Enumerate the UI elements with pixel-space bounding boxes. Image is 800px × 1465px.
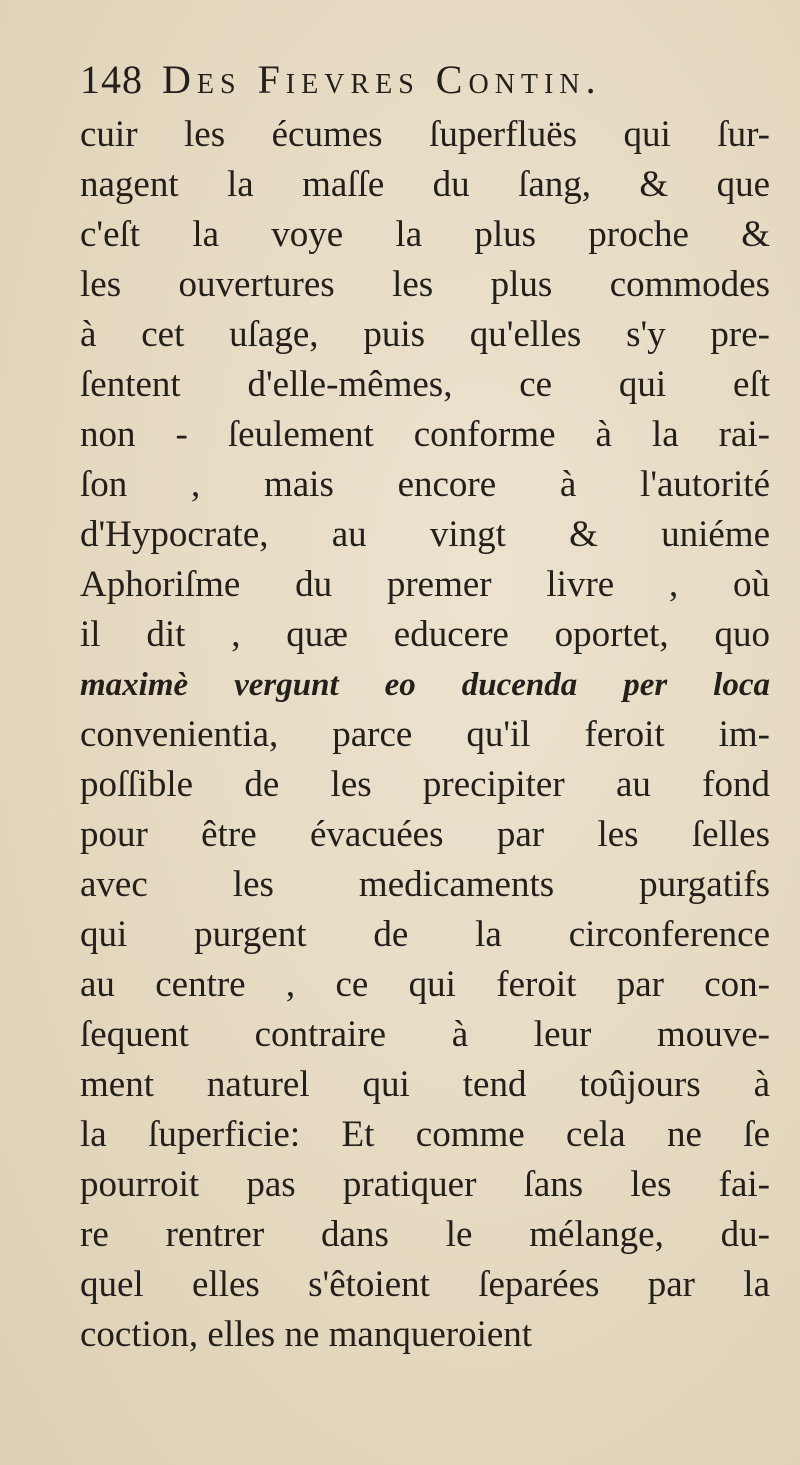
page-header xyxy=(80,56,780,116)
text-line: nagent la maſſe du ſang, & que xyxy=(80,164,770,205)
text-line: ment naturel qui tend toûjours à xyxy=(80,1064,770,1105)
running-head: Des Fievres Contin. xyxy=(162,57,602,102)
text-line: pour être évacuées par les ſelles xyxy=(80,814,770,855)
text-line: coction, elles ne manqueroient xyxy=(80,1314,533,1355)
text-line: pourroit pas pratiquer ſans les fai- xyxy=(80,1164,770,1205)
text-line: quel elles s'êtoient ſeparées par la xyxy=(80,1264,770,1305)
page-number: 148 xyxy=(80,57,143,102)
latin-quote-line: maximè vergunt eo ducenda per loca xyxy=(80,667,770,703)
text-line: convenientia, parce qu'il feroit im- xyxy=(80,714,770,755)
text-line: ſon , mais encore à l'autorité xyxy=(80,464,770,505)
text-line: il dit , quæ educere oportet, quo xyxy=(80,614,770,655)
text-line: qui purgent de la circonference xyxy=(80,914,770,955)
text-line: Aphoriſme du premer livre , où xyxy=(80,564,770,605)
text-line: à cet uſage, puis qu'elles s'y pre- xyxy=(80,314,770,355)
text-line: re rentrer dans le mélange, du- xyxy=(80,1214,770,1255)
text-line: ſequent contraire à leur mouve- xyxy=(80,1014,770,1055)
text-line: les ouvertures les plus commodes xyxy=(80,264,770,305)
text-line: ſentent d'elle-mêmes, ce qui eſt xyxy=(80,364,770,405)
text-line: c'eſt la voye la plus proche & xyxy=(80,214,770,255)
text-line: cuir les écumes ſuperfluës qui ſur- xyxy=(80,114,770,155)
text-line: avec les medicaments purgatifs xyxy=(80,864,770,905)
text-line: poſſible de les precipiter au fond xyxy=(80,764,770,805)
text-line: la ſuperficie: Et comme cela ne ſe xyxy=(80,1114,770,1155)
text-line: non - ſeulement conforme à la rai- xyxy=(80,414,770,455)
text-line: au centre , ce qui feroit par con- xyxy=(80,964,770,1005)
text-line: d'Hypocrate, au vingt & uniéme xyxy=(80,514,770,555)
